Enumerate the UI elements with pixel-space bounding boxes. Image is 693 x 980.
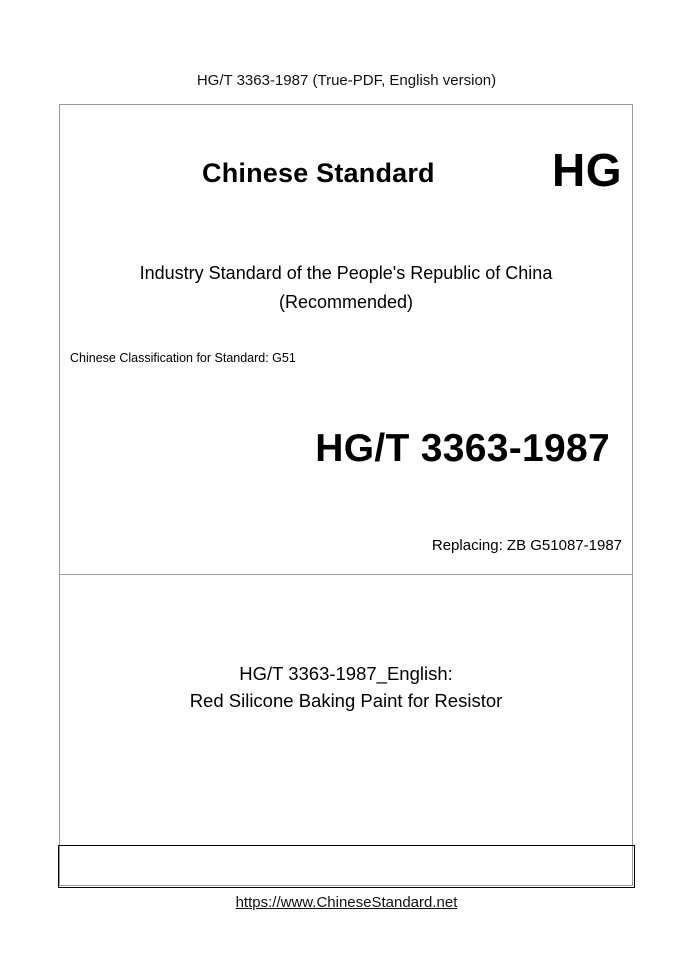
cover-frame bbox=[59, 104, 633, 886]
bottom-empty-box bbox=[58, 845, 635, 888]
title-name-line: Red Silicone Baking Paint for Resistor bbox=[189, 690, 503, 711]
standard-title bbox=[60, 660, 632, 714]
industry-line: Industry Standard of the People's Republic of China bbox=[139, 263, 553, 283]
recommended-line: (Recommended) bbox=[278, 292, 414, 312]
footer-website-link[interactable]: https://www.ChineseStandard.net bbox=[235, 894, 458, 911]
standard-number: HG/T 3363-1987 bbox=[315, 427, 610, 470]
classification-text: Chinese Classification for Standard: G51 bbox=[70, 351, 296, 365]
brand-title: Chinese Standard bbox=[202, 158, 435, 188]
standard-code-mark: HG bbox=[552, 144, 622, 196]
replacing-text: Replacing: ZB G51087-1987 bbox=[431, 537, 622, 554]
document-header: HG/T 3363-1987 (True-PDF, English version) bbox=[196, 72, 497, 89]
cover-upper-section bbox=[60, 105, 632, 575]
title-code-line: HG/T 3363-1987_English: bbox=[239, 663, 453, 684]
industry-statement bbox=[60, 259, 632, 317]
